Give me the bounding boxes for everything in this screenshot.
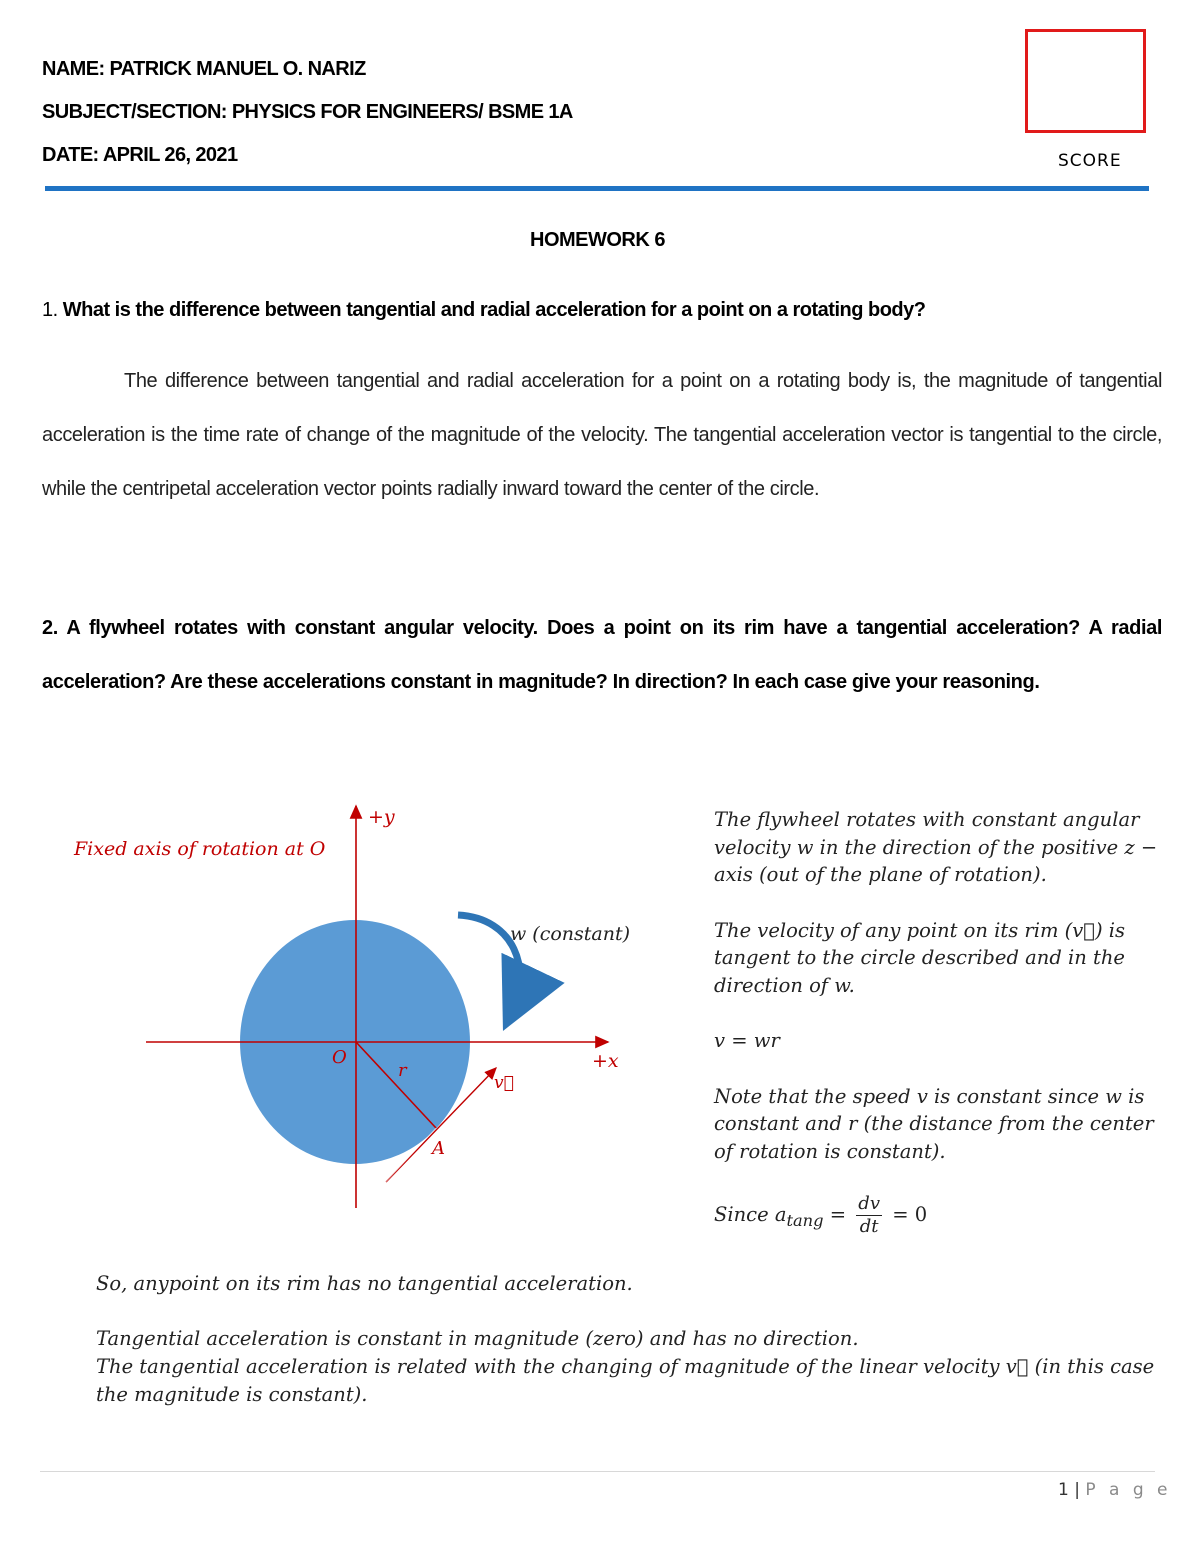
bottom-note-2a: Tangential acceleration is constant in magnitude (zero) and has no direction. (96, 1327, 859, 1350)
question-1-number: 1. (42, 299, 58, 321)
flywheel-diagram (60, 790, 700, 1220)
footer-divider (40, 1471, 1155, 1472)
x-axis-label: +x (592, 1050, 619, 1072)
question-2: 2. A flywheel rotates with constant angular velocity. Does a point on its rim have a tangential acceleration? A radial acceleration? Are these accelerations constant in magnitude? In direction? In each case give your reasoning. (42, 617, 1162, 693)
bottom-note-1: So, anypoint on its rim has no tangential acceleration. (96, 1272, 633, 1295)
page-number: 1 (1058, 1480, 1069, 1500)
side-note-4: Note that the speed v is constant since w is constant and r (the distance from the center of rotation is constant). (714, 1084, 1154, 1163)
question-1 (42, 299, 1160, 322)
point-a-label: A (432, 1138, 445, 1159)
header-divider (45, 186, 1149, 191)
side-note-1: The flywheel rotates with constant angular velocity w in the direction of the positive z − axis (out of the plane of rotation). (714, 808, 1158, 886)
score-label: SCORE (1058, 151, 1122, 171)
page-separator: | (1074, 1480, 1080, 1500)
fraction-numerator: dv (858, 1193, 880, 1214)
fixed-axis-label: Fixed axis of rotation at O (74, 838, 326, 860)
score-box (1025, 29, 1146, 133)
side-notes (714, 806, 1164, 1266)
student-name: NAME: PATRICK MANUEL O. NARIZ (42, 58, 366, 80)
equals-zero: = 0 (892, 1203, 928, 1226)
fraction-denominator: dt (859, 1216, 879, 1237)
y-axis-label: +y (368, 806, 395, 828)
question-1-text: What is the difference between tangential and radial acceleration for a point on a rotating body? (62, 299, 926, 321)
tang-subscript: tang (786, 1210, 824, 1230)
omega-label: w (constant) (510, 923, 631, 945)
equals-sign: = (829, 1203, 847, 1226)
dv-dt-fraction (856, 1193, 882, 1238)
page-word: P a g e (1085, 1480, 1172, 1500)
radius-label: r (398, 1060, 407, 1081)
side-note-2: The velocity of any point on its rim (v⃗) is tangent to the circle described and in the direction of w. (714, 918, 1126, 997)
origin-label: O (332, 1047, 347, 1068)
side-note-5 (714, 1193, 1164, 1238)
since-prefix: Since a (714, 1203, 787, 1226)
answer-1: The difference between tangential and radial acceleration for a point on a rotating body is, the magnitude of tangential acceleration is the time rate of change of the magnitude of the velocity. The tangential acceleration vector is tangential to the circle, while the centripetal acceleration vector points radially inward toward the center of the circle. (42, 370, 1162, 500)
bottom-notes (96, 1270, 1166, 1409)
bottom-note-2b: The tangential acceleration is related with the changing of magnitude of the linear velocity v⃗ (in this case the magnitude is constant). (96, 1355, 1155, 1406)
homework-title: HOMEWORK 6 (530, 229, 665, 251)
side-note-3: v = wr (714, 1029, 780, 1052)
page-footer (1058, 1480, 1172, 1500)
date: DATE: APRIL 26, 2021 (42, 144, 238, 166)
velocity-label: v⃗ (494, 1073, 514, 1093)
subject-section: SUBJECT/SECTION: PHYSICS FOR ENGINEERS/ BSME 1A (42, 101, 573, 123)
